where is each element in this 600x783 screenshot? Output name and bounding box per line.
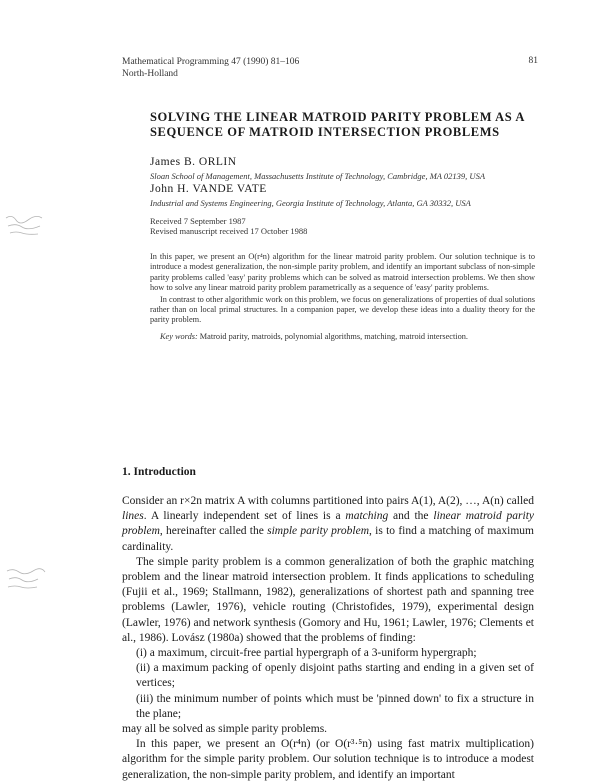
body-paragraph: The simple parity problem is a common generalization of both the graphic matching problem and the linear matroid intersection problem. It finds applications to scheduling (Fujii et al., 1969; Stallmann, 1982), generalizations of shortest path and spanning tree problems (Lawler, 1976), vehicle routing (Christofides, 1979), experimental design (Lawler, 1976) and network synthesis (Gomory and Hu, 1961; Lawler, 1976; Clements et al., 1986). Lovász (1980a) showed that the problems of finding: bbox=[122, 555, 534, 644]
author-affiliation: Sloan School of Management, Massachusetts Institute of Technology, Cambridge, MA 02139, USA bbox=[150, 171, 486, 181]
text-run: . A linearly independent set of lines is a bbox=[143, 510, 346, 523]
body-paragraph: In this paper, we present an O(r⁴n) (or O(r³·⁵n) using fast matrix multiplication) algorithm for the simple parity problem. Our solution technique is to introduce a modest generalization, the non-simple parity problem, and identify an important bbox=[122, 738, 534, 781]
keywords bbox=[150, 332, 535, 342]
publisher: North-Holland bbox=[122, 69, 178, 79]
keywords-list: Matroid parity, matroids, polynomial algorithms, matching, matroid intersection. bbox=[199, 331, 468, 341]
journal-citation: Mathematical Programming 47 (1990) 81–106 bbox=[122, 57, 300, 67]
section-heading bbox=[122, 466, 196, 478]
author-affiliation: Industrial and Systems Engineering, Georgia Institute of Technology, Atlanta, GA 30332, USA bbox=[150, 198, 471, 208]
keywords-label: Key words: bbox=[160, 331, 198, 341]
term-simple-parity: simple parity problem bbox=[267, 525, 370, 538]
body-text bbox=[122, 494, 534, 783]
section-title: Introduction bbox=[133, 466, 196, 478]
author-name: John H. VANDE VATE bbox=[150, 183, 267, 195]
journal-header bbox=[122, 56, 299, 80]
abstract-paragraph: In this paper, we present an O(r⁴n) algorithm for the linear matroid parity problem. Our solution technique is to introduce a modest generalization, the non-simple parity problem, and identify an important subclass of non-simple parity problems called 'easy' parity problems which can be solved as matroid intersection problems. We then show how to solve any linear matroid parity problem parametrically as a sequence of 'easy' parity problems. bbox=[150, 252, 535, 293]
term-matching: matching bbox=[345, 510, 389, 523]
manuscript-dates bbox=[150, 216, 307, 236]
text-run: Consider an r×2n matrix A with columns partitioned into pairs A(1), A(2), …, A(n) called bbox=[122, 495, 534, 507]
term-lines: lines bbox=[122, 510, 144, 523]
margin-scribble-icon bbox=[4, 566, 48, 592]
margin-scribble-icon bbox=[4, 212, 48, 238]
text-run: , hereinafter called the bbox=[159, 525, 268, 538]
page-number: 81 bbox=[528, 56, 538, 66]
abstract-paragraph: In contrast to other algorithmic work on this problem, we focus on generalizations of properties of dual solutions rather than on local primal structures. In a companion paper, we develop these ideas into a duality theory for the parity problem. bbox=[150, 294, 535, 325]
revised-date: Revised manuscript received 17 October 1988 bbox=[150, 226, 308, 236]
term-linear-matroid-parity: linear matroid parity problem bbox=[122, 510, 535, 538]
received-date: Received 7 September 1987 bbox=[150, 216, 246, 226]
list-item: (iii) the minimum number of points which must be 'pinned down' to fix a structure in the plane; bbox=[136, 692, 534, 720]
body-paragraph bbox=[122, 494, 534, 555]
section-number: 1. bbox=[122, 466, 131, 478]
abstract bbox=[150, 252, 535, 342]
text-run: and the bbox=[388, 510, 434, 523]
list-item: (ii) a maximum packing of openly disjoint paths starting and ending in a given set of vertices; bbox=[136, 662, 534, 690]
text-run: , is to find a matching of maximum cardinality. bbox=[122, 525, 534, 553]
list-item: (i) a maximum, circuit-free partial hypergraph of a 3-uniform hypergraph; bbox=[136, 647, 477, 660]
author-name: James B. ORLIN bbox=[150, 156, 237, 168]
body-paragraph: may all be solved as simple parity problems. bbox=[122, 723, 328, 736]
paper-title: SOLVING THE LINEAR MATROID PARITY PROBLEM AS A SEQUENCE OF MATROID INTERSECTION PROBLEMS bbox=[150, 110, 525, 139]
